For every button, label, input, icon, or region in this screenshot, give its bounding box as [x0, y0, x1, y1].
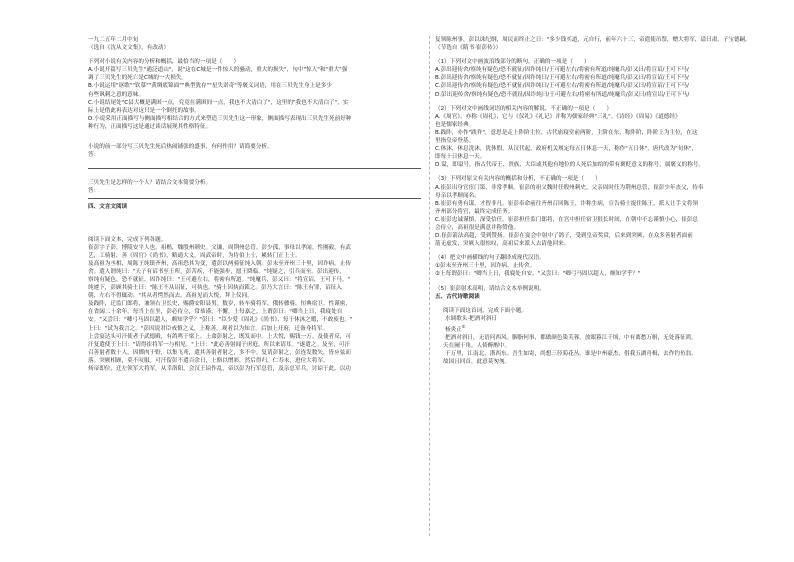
- poem-intro: 阅读下面这首词，完成下面小题。: [443, 307, 527, 314]
- passage-line: 及高祖为丞相，周陈王纯镇齐州，高祖恐其为变，遣彭以两骑征纯入朝。彭未至齐州三十里，因诈病，止传: [88, 260, 351, 267]
- text-line: （选自《沈从文文集》，有改动）: [88, 45, 170, 52]
- passage-line: 崔彭字子彭，博陵安平人也。祖楷，魏殷州刺史。父谦，周荆州总管。彭少孤，事母以孝闻。性刚毅，有武: [88, 244, 351, 251]
- option-line: C.休沐，休息洗沐，犹休假，从汉代起，政府机关规定每五日休息一天，称作"五日休"，唐代改为"旬休"，: [435, 146, 698, 153]
- option-line: A.彭出迎传舍/察纯有疑色/恐不就征/因诈纯曰/王可避左右/将密有所道/纯麾兵/彭又曰/将宣诏/王可下马/: [435, 67, 689, 74]
- poem-title: 水调歌头·把酒对斜日: [445, 315, 498, 322]
- option-line: B.践阼，亦作"践祚"，意思是走上阼阶主位，古代庙寝堂前两阶，主阶在东，称阼阶，阼阶上为主位，在这: [435, 129, 698, 136]
- passage-line: 纯遽下，彭顾其骑士曰："陈王不从诏征，可执也。"骑士因执而锁之。彭乃大言曰："陈王有罪，诏征入: [88, 285, 342, 292]
- option-line: A.崔彭出身官宦门第，非常孝顺。崔彭的祖父魏时任殷州刺史，父亲周时任为荆州总管，崔彭少年丧父，侍奉: [435, 184, 704, 191]
- option-line: D.谥，即谥号，指古代帝王、贵族、大臣或其他有地位的人死后加给的带有褒贬意义的称号，属褒义的称号。: [435, 162, 704, 169]
- option-line: 里指皇帝登基。: [435, 138, 475, 145]
- translation-item: ①彭未至齐州三十里，因诈病，止传舍。: [435, 263, 536, 270]
- text-line: 一九二五年二月中旬: [88, 37, 139, 43]
- option-line: C.彭出迎传舍/察纯有疑色/恐不就征/因诈纯曰/王可避左右/将密有所道/纯麾兵/彭又曰/将宣诏/王可下马/: [435, 83, 689, 90]
- section-heading: 五、古代诗歌阅读: [435, 293, 480, 300]
- passage-line: 察纯有疑色，恐不就征，因诈纯曰："王可避左右，将密有所道。"纯麾兵，彭又曰："将宣诏，王可下马。": [88, 276, 351, 283]
- question-line: 小说的前一部分写三贝先生死后热闹铺张的盛事，有何作用？请简要分析。: [88, 144, 273, 151]
- poem-line: 把酒对斜日，无语问西风。胭脂何事，都做颜色染芙蓉。放眼暮江千顷，中有离愁万斛，无处落征鸿。: [445, 334, 697, 341]
- passage-line: 安。"又尝曰："卿弓马固以超人，颇知学乎？"彭曰："臣少爱《周礼》《尚书》，每于休沐之暇，不敢废也。": [88, 317, 353, 324]
- option-line: 也是儒家经典。: [435, 121, 475, 128]
- option-line: 会侍立，高祖很是满意并称赞他。: [435, 224, 519, 231]
- passage-line: 上尝宴达头可汗使者于武德殿，有鸽鸣于梁上。上命彭射之，既发而中。上大悦，赐钱一万。及使者反，可: [88, 333, 351, 340]
- right-column: [435, 36, 760, 366]
- option-line: 箭无虚发，突厥人很惊叹，高祖后来派人去请他回来。: [435, 241, 570, 248]
- option-line: A.《周官》，亦称《周礼》，它与《仪礼》《礼记》并称为儒家经典"三礼"。《诗经》《周易》《道德经》: [435, 113, 681, 120]
- footnote-marker: ①: [461, 323, 466, 329]
- passage-line: 炀帝即位，迁左领军大将军。从幸洛阳，会汉王谅作乱，帝以彭为行军总管，及亲总军兵，讨谅于此，以功: [88, 366, 351, 372]
- left-column: [88, 36, 421, 373]
- passage-line: 落。突厥相顾，莫不叹服。可汗留彭不遣百余日，上赂以缯彩，然后得归。仁寿末，进位大将军。: [88, 357, 329, 364]
- option-line: 齐州部分将官，最终完成任务。: [435, 208, 514, 215]
- translation-item: ②上每谓彭曰："卿当上日，我寝处自安。"又尝曰："卿弓马固以超人，颇知学乎？": [435, 271, 641, 278]
- passage-line: 朝，左右不得辄动。"其从者愕然而去。高祖见而大悦，拜上仪同。: [88, 293, 253, 300]
- option-line: 即每十日休息一天。: [435, 154, 486, 161]
- column-divider: [429, 36, 430, 536]
- source-note: （节选自《隋书·崔彭传》）: [435, 45, 502, 52]
- question-stem: （5）崔彭射术高明，请结合文本举例说明。: [435, 285, 545, 292]
- reading-intro: 阅读下面文本，完成下列各题。: [88, 236, 167, 243]
- question-stem: （2）下列对文中画线词语的相关内容的解说，不正确的一项是（ ）: [435, 105, 612, 112]
- passage-line: 汗复遣使于上曰："请得崔将军一与相见。"上曰："此必善射闻于虏庭，所以来请耳。"遂遣之。及至，可汗: [88, 341, 351, 348]
- answer-label: 答：: [88, 188, 100, 195]
- poem-line: 故国且回首，此意莫匆匆。: [443, 359, 511, 366]
- poem-author-name: 杨炎正: [445, 326, 462, 333]
- passage-line: 在省闼二十余年，每当上在坐，彭必侍立，常恭谨，不懈。上每嘉之。上谓彭曰："卿当上日，我寝处自: [88, 309, 343, 316]
- question-line: C.小说结尾处"C县大概是满困一点，究竟在满困间一点，我也不大清白了"，这里的"我也不大清白了"，实: [88, 99, 349, 106]
- option-line: D.崔彭箭法高超，受到赞扬。崔彭在宴会中射中了鸽子，受到皇帝奖赏，后来到突厥，在众多善射者面前: [435, 233, 693, 240]
- answer-label: 答：: [88, 152, 100, 159]
- option-line: B.彭出迎传舍/察纯有疑色/恐不就征/因诈纯曰/王可避左右/将密有所道/纯麾兵/彭又曰/将宣诏/王可下马/: [435, 75, 689, 82]
- question-line: D.小说采用正面描写与侧面描写相结合的方式来塑造三贝先生这一形象，侧面描写表现出三贝先生死前好种: [88, 115, 352, 122]
- question-line: A.小说开篇写三贝先生"通泛道山"，说"这在C城是一件惊人的骚动，重大的损失"，句中"惊人"和"重大"强: [88, 67, 348, 74]
- passage-line: 召善射者数十人，因掷肉于野，以集飞鸢，遣其善射者射之，多不中。复请彭射之，彭连发数矢，皆应弦而: [88, 349, 351, 356]
- question-stem: （4）把文中画横线的句子翻译成现代汉语。: [435, 255, 545, 262]
- option-line: B.崔彭有勇有谋，才智非凡。崔彭奉命前往齐州召回陈王，诈称生病，宣告骑士捉住陈王，派人让手文将领: [435, 200, 698, 207]
- answer-rule: [88, 198, 421, 199]
- question-stem: （1）下列对文中画波浪线部分的断句，正确的一项是（ ）: [435, 59, 590, 66]
- passage-line: 及践阼，迁监门郎将，兼领右卫长史，赐爵安阳县男。数岁，转车骑将军，俄转骠骑，恒典宿卫。性谨密，: [88, 301, 351, 308]
- passage-line: 复领陈州事，彭以诛纪纲，周民而终止之日："多少钱买道，元自行，前年六十三，帝遣使吊祭，赠大将军，谥曰肃，子宝德嗣。: [435, 37, 751, 43]
- passage-line: 上曰："试为我言之。"彭因说君臣戒慎之义，上称善。观者以为知言。后加上开府，迁备身将军。: [88, 325, 329, 332]
- option-line: D.彭出迎传舍/察纯有疑色/恐不就征/因诈纯曰/王可避左右/将密有所道/纯麾兵/彭又曰/将宣诏/王可下马/: [435, 91, 690, 98]
- question-line: 三贝先生是怎样的一个人？请结合文本简要分析。: [88, 180, 212, 187]
- option-line: C.崔彭忠诚谨慎，深受信任。崔彭担任监门郎将，在宫中担任宿卫很长时间，在朝中不忘谨慎小心，崔彭总: [435, 216, 698, 223]
- poem-line: 天在阑干角，人倚醉醒中。: [443, 342, 511, 349]
- question-line: 际上是借此再表达对这只是一个倒托的故事。: [88, 107, 200, 114]
- section-heading: 四、文言文阅读: [88, 204, 128, 211]
- question-line: 调了三贝先生的死亡是C城的一大损失。: [88, 75, 188, 82]
- poem-line: 千万里，江南北，浙西东。吾生如寄，尚想三径菊花丛。谁是中州豪杰，借我五湖舟楫，去作钓鱼翁。: [445, 351, 697, 358]
- question-line: B.小说运用"讴歌""钦慕""黄绸底锦面""典型犹存""星失诺奇"等褒义词语，用在三贝先生身上是多少: [88, 83, 332, 90]
- question-stem: （3）下列对原文有关内容的概括和分析，不正确的一项是（ ）: [435, 176, 601, 183]
- question-line: 下列对小说有关内容的分析和概括，最恰当的一项是（ ）: [88, 59, 240, 66]
- question-line: 有些讽刺之意的意味。: [88, 91, 144, 98]
- passage-line: 舍。遣人谓纯曰："天子有诏书至王所，彭苦疾，不能强步，愿王降临。"纯疑之，引兵而至。彭出迎传，: [88, 268, 345, 275]
- poem-block: [435, 307, 760, 367]
- passage-line: 艺，工骑射，善《周官》《尚书》，略通大义。周武帝时，为侍伯上士，累转门正上士。: [88, 252, 301, 259]
- question-line: 种行为，正面描写这是通过谈话展现其性格特征。: [88, 123, 212, 130]
- answer-rule: [88, 168, 421, 169]
- poem-author: [435, 323, 760, 334]
- option-line: 母亲以孝顺闻名。: [435, 192, 480, 199]
